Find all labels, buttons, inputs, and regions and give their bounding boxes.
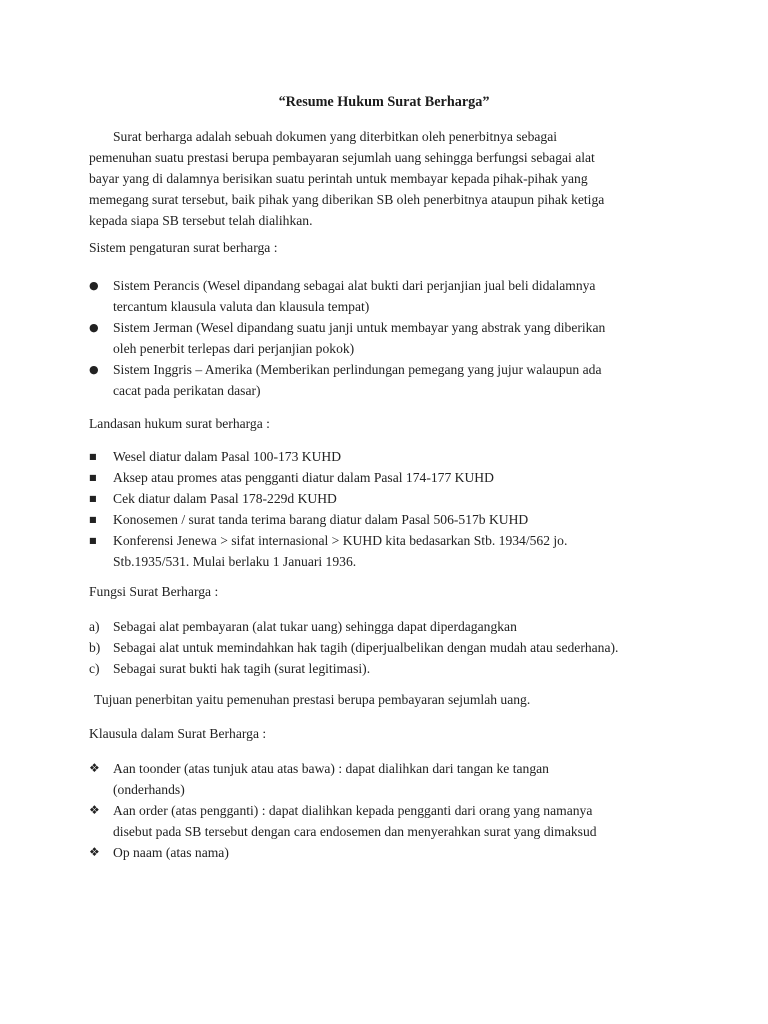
list-item-line: Sebagai alat untuk memindahkan hak tagih (diperjualbelikan dengan mudah atau sederhana). [113,640,619,655]
intro-line: kepada siapa SB tersebut telah dialihkan. [89,213,313,228]
list-letter: b) [89,640,101,655]
fungsi-item-b [89,637,689,658]
landasan-item [89,530,689,572]
landasan-item [89,446,689,467]
list-item-line: Sistem Inggris – Amerika (Memberikan perlindungan pemegang yang jujur walaupun ada [113,362,602,377]
fungsi-list [89,616,689,679]
landasan-heading: Landasan hukum surat berharga : [89,416,270,431]
sistem-heading: Sistem pengaturan surat berharga : [89,240,278,255]
bullet-dot-icon: ● [89,279,99,292]
sistem-list [89,275,689,401]
list-item-line: Aan order (atas pengganti) : dapat dialihkan kepada pengganti dari orang yang namanya [113,803,593,818]
landasan-item [89,488,689,509]
bullet-dot-icon: ● [89,321,99,334]
list-item-line: cacat pada perikatan dasar) [113,383,261,398]
intro-line: memegang surat tersebut, baik pihak yang diberikan SB oleh penerbitnya ataupun pihak ketiga [89,192,605,207]
diamond-bullet-icon: ❖ [89,845,100,859]
landasan-list [89,446,689,572]
bullet-square-icon: ■ [89,536,97,545]
klausula-heading: Klausula dalam Surat Berharga : [89,726,267,741]
fungsi-item-a [89,616,689,637]
list-item-line: Konosemen / surat tanda terima barang diatur dalam Pasal 506-517b KUHD [113,512,529,527]
list-item-line: Wesel diatur dalam Pasal 100-173 KUHD [113,449,342,464]
list-item-line: Sebagai surat bukti hak tagih (surat legitimasi). [113,661,371,676]
intro-line: pemenuhan suatu prestasi berupa pembayaran sejumlah uang sehingga berfungsi sebagai alat [89,150,595,165]
list-item-line: Aksep atau promes atas pengganti diatur dalam Pasal 174-177 KUHD [113,470,494,485]
list-item-line: Stb.1935/531. Mulai berlaku 1 Januari 1936. [113,554,357,569]
list-item-line: oleh penerbit terlepas dari perjanjian pokok) [113,341,355,356]
intro-paragraph [89,126,689,231]
landasan-item [89,509,689,530]
list-letter: a) [89,619,100,634]
klausula-item-aan-toonder [89,758,689,800]
landasan-item [89,467,689,488]
list-item-line: disebut pada SB tersebut dengan cara endosemen dan menyerahkan surat yang dimaksud [113,824,597,839]
list-item-line: Sistem Jerman (Wesel dipandang suatu janji untuk membayar yang abstrak yang diberikan [113,320,606,335]
sistem-item-inggris [89,359,689,401]
klausula-list [89,758,689,863]
bullet-square-icon: ■ [89,515,97,524]
sistem-item-jerman [89,317,689,359]
bullet-square-icon: ■ [89,452,97,461]
list-item-line: (onderhands) [113,782,185,797]
klausula-item-op-naam [89,842,689,863]
list-item-line: tercantum klausula valuta dan klausula tempat) [113,299,370,314]
list-item-line: Sistem Perancis (Wesel dipandang sebagai alat bukti dari perjanjian jual beli didalamnya [113,278,596,293]
list-item-line: Konferensi Jenewa > sifat internasional > KUHD kita bedasarkan Stb. 1934/562 jo. [113,533,568,548]
intro-line: bayar yang di dalamnya berisikan suatu perintah untuk membayar kepada pihak-pihak yang [89,171,588,186]
fungsi-heading: Fungsi Surat Berharga : [89,584,219,599]
list-item-line: Cek diatur dalam Pasal 178-229d KUHD [113,491,337,506]
list-item-line: Op naam (atas nama) [113,845,229,860]
intro-line: Surat berharga adalah sebuah dokumen yang diterbitkan oleh penerbitnya sebagai [113,129,558,144]
list-item-line: Aan toonder (atas tunjuk atau atas bawa) : dapat dialihkan dari tangan ke tangan [113,761,549,776]
list-letter: c) [89,661,100,676]
bullet-square-icon: ■ [89,473,97,482]
document-title: “Resume Hukum Surat Berharga” [278,94,490,110]
diamond-bullet-icon: ❖ [89,761,100,775]
list-item-line: Sebagai alat pembayaran (alat tukar uang) sehingga dapat diperdagangkan [113,619,517,634]
diamond-bullet-icon: ❖ [89,803,100,817]
klausula-item-aan-order [89,800,689,842]
tujuan-paragraph: Tujuan penerbitan yaitu pemenuhan prestasi berupa pembayaran sejumlah uang. [94,692,531,707]
bullet-square-icon: ■ [89,494,97,503]
sistem-item-perancis [89,275,689,317]
fungsi-item-c [89,658,689,679]
bullet-dot-icon: ● [89,363,99,376]
